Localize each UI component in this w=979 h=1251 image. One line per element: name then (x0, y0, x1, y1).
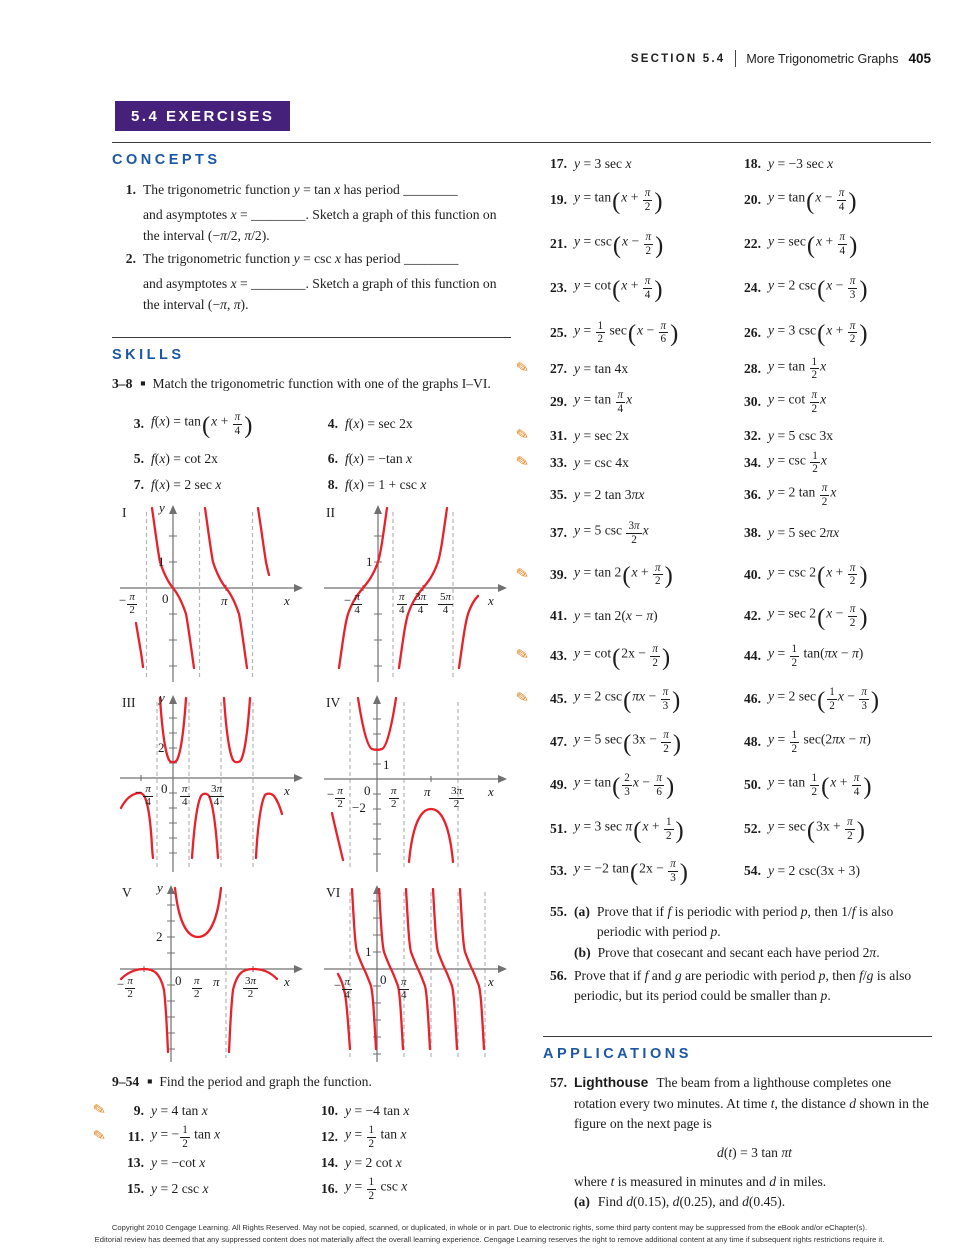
axis-label: x (488, 784, 494, 799)
graph-i (116, 500, 306, 690)
problem-57: 57. Lighthouse The beam from a lighthouse completes one rotation every two minutes. At time t, the distance d shown in the figure on the next page is d(t) = 3 tan πt where t is measured in minutes and d in miles. (a) Find d(0.15), d(0.25), and d(0.45). (543, 1073, 935, 1213)
pencil-icon: ✎ (514, 687, 531, 708)
axis-label: x (284, 783, 290, 798)
graph-roman-label: IV (326, 695, 341, 710)
exercise-item: 41. y = tan 2(x − π) (550, 608, 658, 623)
graph-iv (320, 690, 510, 880)
exercise-item: ✎ 11. y = − $\frac{1}{2}$ tan x (91, 1124, 221, 1150)
axis-label: π (221, 593, 228, 608)
exercise-item: 29. y = tan $\frac{\pi}{4}$ x (550, 389, 633, 415)
exercise-item: 22. y = sec(x + $\frac{\pi}{4}$ ) (744, 231, 858, 259)
exercise-item: 7. f(x) = 2 sec x (133, 477, 222, 492)
exercise-grid-17-54 (514, 150, 933, 891)
square-bullet: ■ (140, 378, 146, 388)
axis-label: $\frac{\pi}{4}$ (182, 783, 188, 808)
axis-label: − $\frac{\pi}{4}$ (135, 783, 151, 808)
exercise-item: 34. y = csc $\frac{1}{2}$ x (744, 449, 827, 475)
problem-text: The trigonometric function y = tan x has period ________ (143, 182, 458, 197)
problem-text: The trigonometric function y = csc x has period ________ (143, 251, 459, 266)
exercise-item: 13. y = −cot x (127, 1155, 206, 1170)
exercise-item: 15. y = 2 csc x (127, 1181, 209, 1196)
exercise-grid-9-16 (91, 1098, 512, 1202)
graph-roman-label: V (122, 885, 132, 900)
section-label: SECTION 5.4 (630, 52, 726, 65)
graph-i-plot (116, 500, 306, 690)
axis-label: y (159, 500, 165, 515)
concepts-heading: CONCEPTS (112, 152, 221, 168)
exercise-item: 37. y = 5 csc $\frac{3\pi}{2}$ x (550, 520, 649, 546)
problem-text: and asymptotes x = ________. Sketch a graph of this function on the interval (−π, π). (143, 276, 497, 312)
exercise-item: 24. y = 2 csc(x − $\frac{\pi}{3}$ ) (744, 275, 868, 303)
pencil-icon: ✎ (514, 644, 531, 665)
exercise-item: 5. f(x) = cot 2x (133, 451, 218, 466)
axis-label: − $\frac{\pi}{4}$ (344, 591, 360, 616)
exercise-item: 46. y = 2 sec( $\frac{1}{2}$ x − $\frac{\pi}{3}$ ) (744, 686, 880, 714)
page-number: 405 (908, 51, 931, 66)
exercise-item: ✎ 33. y = csc 4x (514, 451, 629, 472)
pencil-icon: ✎ (514, 424, 531, 445)
exercise-item: 42. y = sec 2(x − $\frac{\pi}{2}$ ) (744, 603, 868, 631)
skills-rule (112, 337, 511, 338)
applications-rule (543, 1036, 932, 1037)
graph-iii (116, 690, 306, 880)
exercise-item: 17. y = 3 sec x (550, 156, 632, 171)
axis-label: x (284, 974, 290, 989)
exercise-item: 8. f(x) = 1 + csc x (327, 477, 427, 492)
graph-iv-plot (320, 690, 510, 880)
graph-roman-label: VI (326, 885, 341, 900)
axis-label: y (159, 690, 165, 705)
axis-label: x (284, 593, 290, 608)
applications-heading: APPLICATIONS (543, 1046, 692, 1062)
header-divider (735, 50, 736, 67)
exercise-item: 52. y = sec(3x + $\frac{\pi}{2}$ ) (744, 816, 865, 844)
exercise-item: 4. f(x) = sec 2x (327, 416, 413, 431)
exercise-item: 36. y = 2 tan $\frac{\pi}{2}$ x (744, 482, 837, 508)
pencil-icon: ✎ (91, 1125, 108, 1146)
axis-label: $\frac{\pi}{4}$ (401, 976, 407, 1001)
exercise-item: 38. y = 5 sec 2πx (744, 525, 840, 540)
pencil-icon: ✎ (514, 563, 531, 584)
exercise-item: 54. y = 2 csc(3x + 3) (744, 863, 860, 878)
axis-label: 0 (380, 972, 387, 987)
exercise-item: 18. y = −3 sec x (744, 156, 834, 171)
axis-label: $\frac{3\pi}{2}$ (245, 975, 257, 1000)
exercise-item: 19. y = tan(x + $\frac{\pi}{2}$ ) (550, 187, 663, 215)
exercise-item: 35. y = 2 tan 3πx (550, 487, 645, 502)
exercise-item: 16. y = $\frac{1}{2}$ csc x (321, 1176, 408, 1202)
exercise-item: ✎ 27. y = tan 4x (514, 357, 629, 378)
axis-label: − $\frac{\pi}{2}$ (327, 785, 343, 810)
graph-roman-label: III (122, 695, 136, 710)
exercise-item: 6. f(x) = −tan x (327, 451, 413, 466)
axis-label: 0 (162, 591, 169, 606)
exercise-item: 12. y = $\frac{1}{2}$ tan x (321, 1124, 407, 1150)
pencil-icon: ✎ (514, 357, 531, 378)
exercise-grid-3-8 (120, 402, 512, 498)
axis-label: $\frac{\pi}{2}$ (391, 785, 397, 810)
exercise-item: 47. y = 5 sec(3x − $\frac{\pi}{2}$ ) (550, 729, 682, 757)
exercise-item: ✎ 43. y = cot(2x − $\frac{\pi}{2}$ ) (514, 643, 671, 671)
axis-label: π (424, 784, 431, 799)
exercises-banner: 5.4 EXERCISES (115, 101, 290, 131)
problem-text: Prove that if f and g are periodic with period p, then f/g is also periodic, but its period could be smaller than p. (574, 968, 912, 1004)
problem-text: The beam from a lighthouse completes one rotation every two minutes. At time t, the distance d shown in the figure on the next page is (574, 1075, 929, 1132)
exercise-item: 53. y = −2 tan(2x − $\frac{\pi}{3}$ ) (550, 858, 688, 886)
axis-label: x (488, 974, 494, 989)
pencil-icon: ✎ (91, 1099, 108, 1120)
exercise-item: 21. y = csc(x − $\frac{\pi}{2}$ ) (550, 231, 664, 259)
graph-vi (320, 880, 510, 1070)
axis-label: 2 (156, 929, 163, 944)
graph-vi-plot (320, 880, 510, 1070)
exercise-item: 20. y = tan(x − $\frac{\pi}{4}$ ) (744, 187, 857, 215)
exercise-item: 25. y = $\frac{1}{2}$ sec(x − $\frac{\pi}{6}$ ) (550, 319, 679, 348)
axis-label: $\frac{3\pi}{2}$ (451, 785, 463, 810)
axis-label: y (157, 880, 163, 895)
axis-label: π (213, 974, 220, 989)
exercise-item: ✎ 45. y = 2 csc(πx − $\frac{\pi}{3}$ ) (514, 686, 681, 714)
axis-label: $\frac{\pi}{4}$ (399, 591, 405, 616)
exercise-item: ✎ 9. y = 4 tan x (91, 1099, 208, 1120)
chapter-title: More Trigonometric Graphs (746, 51, 899, 66)
axis-label: − $\frac{\pi}{2}$ (117, 975, 133, 1000)
axis-label: 0 (175, 973, 182, 988)
page-header (631, 50, 931, 67)
copyright-footer (0, 1222, 979, 1245)
axis-label: $\frac{\pi}{2}$ (194, 975, 200, 1000)
instruction-3-8: 3–8 ■ Match the trigonometric function with one of the graphs I–VI. (112, 376, 491, 391)
axis-label: −2 (352, 800, 366, 815)
axis-label: $\frac{3\pi}{4}$ (415, 591, 427, 616)
skills-heading: SKILLS (112, 347, 185, 363)
axis-label: 1 (366, 554, 373, 569)
footer-line: Copyright 2010 Cengage Learning. All Rights Reserved. May not be copied, scanned, or duplicated, in whole or in part. Due to electronic rights, some third party content may be suppressed from the eBook and/or eChapter(s). (111, 1223, 868, 1233)
axis-label: 1 (158, 554, 165, 569)
problem-text: and asymptotes x = ________. Sketch a graph of this function on the interval (−π/2, π/2). (143, 207, 497, 243)
problem-55: 55. (a) Prove that if f is periodic with period p, then 1/f is also periodic with period p. (b) Prove that cosecant and secant each have period 2π. (550, 904, 894, 960)
graph-v (116, 880, 306, 1070)
exercise-item: 23. y = cot(x + $\frac{\pi}{4}$ ) (550, 275, 663, 303)
footer-line: Editorial review has deemed that any suppressed content does not materially affect the overall learning experience. Cengage Learning reserves the right to remove additional content at any time if subsequent rights restrictions require it. (94, 1234, 885, 1244)
concept-problem-2: 2. The trigonometric function y = csc x has period ________ and asymptotes x = ________. Sketch a graph of this function on the interval (−π, π). (112, 249, 514, 315)
application-title: Lighthouse (574, 1075, 649, 1090)
exercise-item: 49. y = tan( $\frac{2}{3}$ x − $\frac{\pi}{6}$ ) (550, 772, 675, 800)
display-formula: d(t) = 3 tan πt (717, 1145, 792, 1161)
exercise-item: 50. y = tan $\frac{1}{2}$ (x + $\frac{\pi}{4}$ ) (744, 772, 872, 800)
problem-56: 56. Prove that if f and g are periodic with period p, then f/g is also periodic, but its period could be smaller than p. (543, 966, 935, 1007)
exercise-item: 28. y = tan $\frac{1}{2}$ x (744, 355, 827, 381)
graph-v-plot (116, 880, 306, 1070)
exercise-item: 51. y = 3 sec π(x + $\frac{1}{2}$ ) (550, 816, 684, 844)
exercise-item: 26. y = 3 csc(x + $\frac{\pi}{2}$ ) (744, 319, 868, 348)
axis-label: − $\frac{\pi}{4}$ (334, 976, 350, 1001)
exercise-item: 44. y = $\frac{1}{2}$ tan(πx − π) (744, 643, 864, 669)
graphs-panel (116, 500, 510, 1070)
exercise-item: 14. y = 2 cot x (321, 1155, 402, 1170)
concept-problem-1: 1. The trigonometric function y = tan x has period ________ and asymptotes x = ________. Sketch a graph of this function on the interval (−π/2, π/2). (112, 180, 514, 246)
axis-label: x (488, 593, 494, 608)
exercise-item: 48. y = $\frac{1}{2}$ sec(2πx − π) (744, 729, 871, 755)
instruction-9-54: 9–54 ■ Find the period and graph the function. (112, 1074, 372, 1089)
exercise-item: 32. y = 5 csc 3x (744, 427, 834, 443)
pencil-icon: ✎ (514, 451, 531, 472)
axis-label: 1 (365, 944, 372, 959)
exercise-item: 3. f(x) = tan(x + $\frac{\pi}{4}$ ) (133, 411, 253, 439)
graph-roman-label: II (326, 505, 335, 520)
exercise-item: 30. y = cot $\frac{\pi}{2}$ x (744, 389, 827, 415)
top-rule (112, 142, 931, 143)
axis-label: − $\frac{\pi}{2}$ (119, 591, 135, 616)
axis-label: $\frac{3\pi}{4}$ (211, 783, 223, 808)
axis-label: $\frac{5\pi}{4}$ (440, 591, 452, 616)
graph-roman-label: I (122, 505, 127, 520)
square-bullet: ■ (147, 1076, 153, 1086)
axis-label: 0 (161, 781, 168, 796)
problem-text: where t is measured in minutes and d in miles. (574, 1173, 827, 1189)
graph-ii (320, 500, 510, 690)
exercise-item: 10. y = −4 tan x (321, 1103, 410, 1118)
exercise-item: ✎ 39. y = tan 2(x + $\frac{\pi}{2}$ ) (514, 561, 673, 590)
axis-label: 1 (383, 757, 390, 772)
exercise-item: 40. y = csc 2(x + $\frac{\pi}{2}$ ) (744, 561, 868, 590)
exercise-item: ✎ 31. y = sec 2x (514, 424, 629, 445)
axis-label: 2 (158, 740, 165, 755)
axis-label: 0 (364, 783, 371, 798)
